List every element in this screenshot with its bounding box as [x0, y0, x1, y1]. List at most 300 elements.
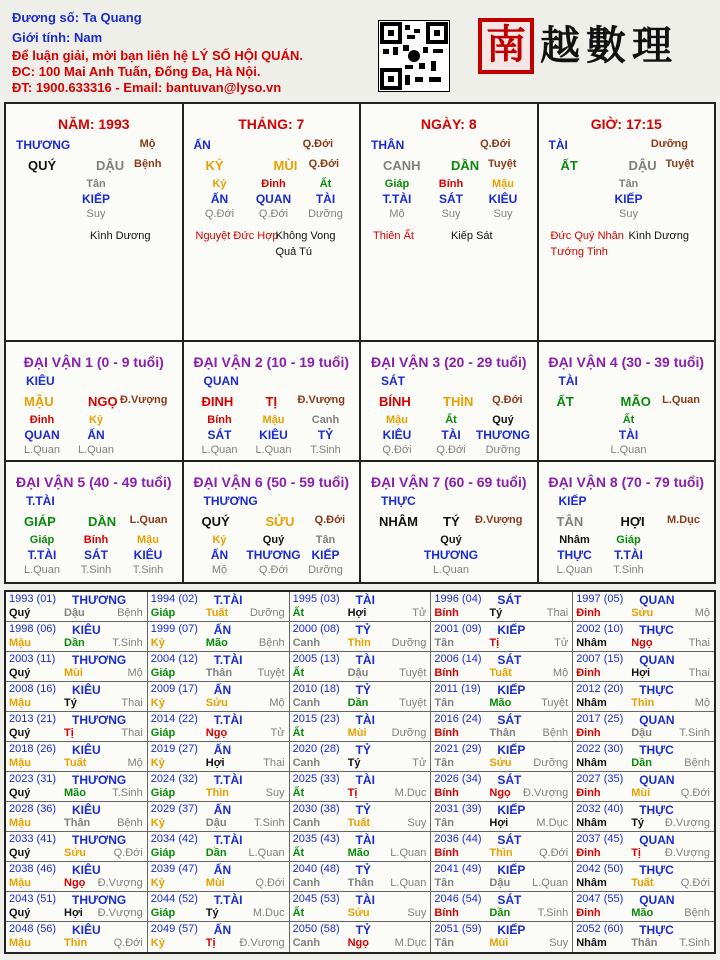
dai-van-row-1 — [6, 342, 714, 462]
dai-van-hidden-p1: Q.Đới — [382, 444, 412, 456]
year-label: 2050 (58) — [292, 923, 340, 935]
year-cell — [431, 832, 573, 862]
year-cell — [148, 652, 290, 682]
year-chi: Tý — [631, 817, 645, 829]
year-state: L.Quan — [248, 847, 285, 859]
year-label: 2044 (52) — [150, 893, 198, 905]
dai-van-state: L.Quan — [662, 394, 700, 406]
year-star: TỶ — [355, 623, 371, 637]
year-cell — [573, 772, 714, 802]
year-star: SÁT — [497, 713, 522, 727]
dai-van-hidden-p2: T.Sinh — [80, 564, 112, 576]
dai-van-chi: NGỌ — [88, 394, 118, 409]
dai-van-hidden-c2: Mậu — [262, 414, 285, 426]
year-cell — [573, 892, 714, 922]
year-cell — [6, 892, 148, 922]
dai-van-state: Đ.Vượng — [119, 394, 168, 406]
dai-van-hidden-c1: Giáp — [29, 534, 55, 546]
year-state: Dưỡng — [249, 607, 285, 619]
year-cell — [290, 682, 432, 712]
year-row — [6, 622, 714, 652]
dai-van-star: SÁT — [381, 374, 405, 388]
dai-van-can: QUÝ — [201, 514, 230, 529]
year-star: TÀI — [355, 893, 375, 907]
pillar-star: THÂN — [371, 138, 405, 152]
year-state: Q.Đới — [680, 877, 710, 889]
dai-van-hidden-s3: TỶ — [317, 428, 334, 442]
dai-van-hidden-p2: L.Quan — [610, 444, 647, 456]
year-state: T.Sinh — [679, 727, 710, 739]
year-chi: Thìn — [205, 787, 230, 799]
year-can: Tân — [434, 817, 454, 829]
pillar-hidden-p3: Dưỡng — [308, 208, 343, 220]
dai-van-chi: MÃO — [620, 394, 651, 409]
year-cell — [148, 892, 290, 922]
year-label: 2012 (20) — [576, 683, 624, 695]
year-label: 1995 (03) — [292, 593, 340, 605]
year-state: Dưỡng — [391, 727, 427, 739]
year-label: 2028 (36) — [9, 803, 57, 815]
dai-van-title: ĐẠI VẬN 2 (10 - 19 tuổi) — [193, 354, 350, 370]
year-star: THƯƠNG — [72, 833, 127, 847]
dai-van-8 — [539, 462, 715, 582]
year-can: Mậu — [9, 637, 31, 649]
dai-van-hidden-p2: Q.Đới — [258, 564, 289, 576]
year-star: QUAN — [639, 833, 675, 847]
year-label: 2008 (16) — [9, 683, 57, 695]
pillar-hidden-p1: Mộ — [389, 208, 405, 220]
dai-van-hidden-c3: Tân — [315, 534, 336, 546]
year-label: 2039 (47) — [150, 863, 198, 875]
year-state: M.Dục — [394, 937, 427, 949]
pillar-can: ẤT — [560, 158, 578, 173]
year-cell — [148, 742, 290, 772]
year-state: Thai — [688, 637, 710, 649]
year-label: 2007 (15) — [576, 653, 624, 665]
year-can: Ất — [292, 727, 305, 739]
year-state: Thai — [121, 697, 143, 709]
year-chi: Mùi — [64, 667, 83, 679]
year-chi: Thìn — [489, 847, 513, 859]
year-star: THƯƠNG — [72, 773, 127, 787]
year-state: Tử — [412, 607, 427, 619]
year-cell — [573, 922, 714, 952]
year-chi: Tuất — [631, 877, 654, 889]
year-state: Bệnh — [117, 817, 143, 829]
dai-van-hidden-s2: THƯƠNG — [246, 548, 301, 562]
dai-van-star: KIÊU — [26, 374, 55, 388]
year-cell — [148, 922, 290, 952]
pillar-star: ẤN — [193, 138, 211, 152]
year-chi: Tị — [489, 637, 500, 649]
year-state: Q.Đới — [538, 847, 569, 859]
than-sat-1: Thiên Ất — [373, 230, 414, 242]
dai-van-can: BÍNH — [379, 394, 411, 409]
year-chi: Ngọ — [205, 727, 228, 739]
year-label: 2052 (60) — [576, 923, 624, 935]
pillar-hidden-p2: Suy — [619, 208, 638, 220]
year-chi: Thân — [631, 937, 658, 949]
year-chi: Tuất — [205, 607, 229, 619]
dai-van-hidden-s2: ẤN — [87, 428, 105, 442]
dai-van-7 — [361, 462, 539, 582]
year-can: Canh — [292, 757, 321, 769]
qr-code[interactable] — [378, 20, 450, 92]
pillar-3 — [539, 104, 715, 342]
year-star: QUAN — [639, 593, 675, 607]
dai-van-hidden-p1: L.Quan — [556, 564, 593, 576]
dai-van-title: ĐẠI VẬN 3 (20 - 29 tuổi) — [370, 354, 527, 370]
dai-van-hidden-s1: T.TÀI — [27, 548, 57, 562]
year-chi: Dần — [347, 697, 369, 709]
chart-grid — [4, 102, 716, 584]
year-chi: Sửu — [631, 607, 654, 619]
year-can: Kỷ — [150, 757, 165, 769]
year-can: Mậu — [9, 697, 31, 709]
year-chi: Thân — [489, 727, 516, 739]
dai-van-chi: TỊ — [265, 394, 278, 409]
contact-line-2: ĐC: 100 Mai Anh Tuấn, Đống Đa, Hà Nội. — [12, 64, 261, 79]
year-label: 2037 (45) — [576, 833, 624, 845]
dai-van-hidden-p3: Dưỡng — [308, 564, 343, 576]
year-can: Kỷ — [150, 817, 165, 829]
year-chi: Dậu — [631, 727, 652, 739]
year-row — [6, 712, 714, 742]
year-label: 2049 (57) — [150, 923, 198, 935]
dai-van-hidden-c2: Giáp — [616, 534, 641, 546]
dai-van-hidden-c3: Quý — [492, 414, 514, 426]
year-star: ẤN — [213, 803, 232, 817]
year-label: 2018 (26) — [9, 743, 57, 755]
year-can: Tân — [434, 757, 454, 769]
year-state: T.Sinh — [537, 907, 569, 919]
year-state: Q.Đới — [113, 847, 143, 859]
pillar-can: QUÝ — [28, 158, 57, 173]
year-can: Ất — [292, 607, 305, 619]
year-cell — [290, 832, 432, 862]
dai-van-2 — [184, 342, 362, 462]
year-label: 1993 (01) — [9, 593, 57, 605]
year-star: QUAN — [639, 713, 675, 727]
year-row — [6, 742, 714, 772]
year-cell — [431, 862, 573, 892]
year-star: TÀI — [355, 713, 375, 727]
year-cell — [290, 772, 432, 802]
year-row — [6, 592, 714, 622]
dai-van-hidden-s3: KIẾP — [311, 548, 340, 562]
dai-van-hidden-p1: L.Quan — [23, 564, 61, 576]
year-can: Bính — [434, 667, 459, 679]
year-label: 2048 (56) — [9, 923, 57, 935]
contact-line-3: ĐT: 1900.633316 - Email: bantuvan@lyso.vn — [12, 80, 282, 95]
year-star: ẤN — [213, 863, 232, 877]
year-chi: Sửu — [64, 847, 87, 859]
year-state: Thai — [263, 757, 285, 769]
year-label: 2010 (18) — [292, 683, 340, 695]
year-state: T.Sinh — [112, 637, 143, 649]
year-label: 2027 (35) — [576, 773, 624, 785]
year-cell — [148, 832, 290, 862]
year-cell — [290, 712, 432, 742]
year-state: L.Quan — [390, 877, 427, 889]
year-label: 2000 (08) — [292, 623, 340, 635]
pillar-1 — [184, 104, 362, 342]
year-label: 2002 (10) — [576, 623, 624, 635]
year-star: TÀI — [355, 593, 375, 607]
year-cell — [290, 802, 432, 832]
pillar-hidden-s3: TÀI — [315, 192, 336, 206]
dai-van-star: THỰC — [381, 494, 416, 508]
year-star: TÀI — [355, 653, 375, 667]
year-label: 2006 (14) — [434, 653, 482, 665]
year-state: Mộ — [127, 667, 143, 679]
year-state: Suy — [265, 787, 285, 799]
year-star: SÁT — [497, 833, 522, 847]
year-star: T.TÀI — [213, 893, 243, 907]
pillar-hidden-c3: Ất — [319, 178, 332, 190]
dai-van-chi: TÝ — [443, 514, 460, 529]
year-state: Đ.Vượng — [97, 877, 143, 889]
pillar-hidden-s3: KIÊU — [488, 192, 518, 206]
than-sat-2: Kiếp Sát — [451, 230, 493, 242]
year-label: 2005 (13) — [292, 653, 340, 665]
dai-van-hidden-p2: L.Quan — [255, 444, 292, 456]
year-label: 2024 (32) — [150, 773, 198, 785]
year-chi: Tị — [64, 727, 74, 739]
year-chi: Tý — [205, 907, 219, 919]
duong-so: Đương số: Ta Quang — [12, 10, 142, 25]
year-label: 2034 (42) — [150, 833, 198, 845]
year-table — [4, 590, 716, 954]
year-can: Đinh — [576, 727, 601, 739]
year-chi: Tị — [347, 787, 358, 799]
year-chi: Mão — [205, 637, 228, 649]
year-star: THỰC — [639, 863, 674, 877]
year-can: Đinh — [576, 607, 601, 619]
year-state: Q.Đới — [255, 877, 285, 889]
year-chi: Mùi — [205, 877, 225, 889]
pillar-can: CANH — [383, 158, 421, 173]
year-can: Quý — [9, 727, 31, 739]
year-cell — [290, 862, 432, 892]
year-label: 2038 (46) — [9, 863, 57, 875]
year-star: THƯƠNG — [72, 713, 127, 727]
year-cell — [6, 862, 148, 892]
pillar-chi-state: Tuyệt — [487, 158, 517, 170]
year-star: KIÊU — [72, 923, 101, 937]
year-can: Đinh — [576, 847, 601, 859]
year-state: Q.Đới — [113, 937, 143, 949]
dai-van-hidden-c2: Ất — [622, 414, 635, 426]
year-chi: Tuất — [489, 667, 512, 679]
year-cell — [431, 622, 573, 652]
pillar-star: TÀI — [548, 138, 568, 152]
year-label: 2043 (51) — [9, 893, 57, 905]
year-can: Canh — [292, 877, 321, 889]
year-can: Canh — [292, 637, 321, 649]
year-label: 1997 (05) — [576, 593, 624, 605]
year-chi: Tý — [347, 757, 361, 769]
dai-van-hidden-s2: TÀI — [618, 428, 639, 442]
dai-van-hidden-c1: Nhâm — [559, 534, 590, 546]
year-state: Tử — [554, 637, 569, 649]
year-cell — [431, 892, 573, 922]
logo-text: 越數理 — [540, 22, 678, 69]
dai-van-hidden-s1: QUAN — [24, 428, 60, 442]
year-label: 2040 (48) — [292, 863, 340, 875]
year-chi: Tị — [205, 937, 216, 949]
year-state: Đ.Vượng — [664, 847, 710, 859]
year-chi: Thìn — [631, 697, 655, 709]
year-state: L.Quan — [390, 847, 427, 859]
dai-van-hidden-p1: L.Quan — [23, 444, 61, 456]
year-row — [6, 682, 714, 712]
year-can: Bính — [434, 907, 459, 919]
dai-van-title: ĐẠI VẬN 5 (40 - 49 tuổi) — [15, 474, 172, 490]
year-chi: Tuất — [64, 757, 87, 769]
pillar-hidden-p2: Suy — [86, 208, 106, 220]
year-chi: Dậu — [347, 667, 369, 679]
year-row — [6, 802, 714, 832]
pillar-hidden-p1: Q.Đới — [204, 208, 235, 220]
year-chi: Mùi — [631, 787, 651, 799]
year-state: Bệnh — [684, 907, 710, 919]
year-can: Quý — [9, 607, 31, 619]
dai-van-hidden-p2: Q.Đới — [436, 444, 466, 456]
dai-van-title: ĐẠI VẬN 1 (0 - 9 tuổi) — [23, 354, 164, 370]
year-state: Dưỡng — [533, 757, 569, 769]
dai-van-can: ẤT — [556, 394, 574, 409]
dai-van-star: QUAN — [203, 374, 239, 388]
year-state: Mộ — [694, 607, 710, 619]
year-label: 2047 (55) — [576, 893, 624, 905]
year-can: Tân — [434, 697, 454, 709]
year-cell — [573, 832, 714, 862]
dai-van-can: GIÁP — [24, 514, 56, 529]
dai-van-hidden-c3: Canh — [311, 414, 340, 426]
pillar-0 — [6, 104, 184, 342]
year-label: 2029 (37) — [150, 803, 198, 815]
year-can: Bính — [434, 727, 459, 739]
year-cell — [6, 682, 148, 712]
year-star: ẤN — [213, 623, 232, 637]
dai-van-4 — [539, 342, 715, 462]
year-chi: Sửu — [489, 757, 512, 769]
dai-van-5 — [6, 462, 184, 582]
year-can: Giáp — [150, 607, 176, 619]
year-cell — [6, 622, 148, 652]
year-star: TỶ — [355, 923, 371, 937]
pillar-row — [6, 104, 714, 342]
dai-van-star: T.TÀI — [26, 494, 55, 508]
year-can: Mậu — [9, 937, 31, 949]
year-star: T.TÀI — [213, 833, 243, 847]
year-chi: Mão — [64, 787, 86, 799]
year-label: 2004 (12) — [150, 653, 198, 665]
year-chi: Dậu — [64, 607, 85, 619]
year-state: Tuyệt — [257, 667, 285, 679]
year-star: KIÊU — [72, 683, 101, 697]
dai-van-row-2 — [6, 462, 714, 582]
year-star: T.TÀI — [213, 653, 243, 667]
year-label: 2031 (39) — [434, 803, 482, 815]
year-state: Suy — [407, 817, 427, 829]
year-can: Kỷ — [150, 697, 165, 709]
pillar-hidden-s2: SÁT — [439, 192, 463, 206]
year-chi: Ngọ — [489, 787, 511, 799]
pillar-chi: DẦN — [451, 158, 480, 173]
pillar-chi-state: Q.Đới — [308, 158, 339, 170]
year-cell — [431, 772, 573, 802]
year-star: SÁT — [497, 653, 522, 667]
dai-van-chi: THÌN — [443, 394, 474, 409]
pillar-chi: DẬU — [96, 158, 125, 173]
year-star: TỶ — [355, 743, 371, 757]
year-row — [6, 922, 714, 952]
dai-van-hidden-c2: Quý — [262, 534, 285, 546]
year-star: KIÊU — [72, 623, 101, 637]
year-cell — [573, 592, 714, 622]
year-star: KIẾP — [497, 803, 526, 817]
year-can: Tân — [434, 637, 454, 649]
year-cell — [290, 592, 432, 622]
year-star: KIẾP — [497, 683, 526, 697]
than-sat-2: Không Vong — [275, 230, 336, 242]
year-state: L.Quan — [532, 877, 569, 889]
year-chi: Tuất — [347, 817, 370, 829]
year-can: Quý — [9, 787, 31, 799]
year-chi: Mão — [347, 847, 370, 859]
than-sat-1: Nguyệt Đức Hợp — [195, 230, 279, 242]
year-can: Kỷ — [150, 937, 165, 949]
year-cell — [6, 772, 148, 802]
year-state: T.Sinh — [112, 787, 143, 799]
year-chi: Hợi — [64, 907, 83, 919]
year-can: Mậu — [9, 757, 31, 769]
year-can: Đinh — [576, 667, 601, 679]
year-cell — [573, 862, 714, 892]
year-cell — [573, 712, 714, 742]
dai-van-hidden-s2: KIÊU — [259, 428, 288, 442]
year-label: 1994 (02) — [150, 593, 198, 605]
year-label: 2020 (28) — [292, 743, 340, 755]
year-cell — [431, 712, 573, 742]
dai-van-hidden-c1: Bính — [207, 414, 232, 426]
year-cell — [148, 682, 290, 712]
year-state: Tử — [270, 727, 285, 739]
year-cell — [148, 592, 290, 622]
year-cell — [148, 772, 290, 802]
year-chi: Dần — [631, 757, 652, 769]
year-state: Bệnh — [117, 607, 143, 619]
year-star: ẤN — [213, 923, 232, 937]
pillar-hidden-c2: Tân — [618, 178, 639, 190]
year-state: Mộ — [694, 697, 710, 709]
dai-van-hidden-p3: Dưỡng — [485, 444, 521, 456]
year-state: Bệnh — [542, 727, 569, 739]
pillar-hidden-s2: KIẾP — [81, 192, 111, 206]
gioi-tinh: Giới tính: Nam — [12, 30, 103, 45]
year-state: T.Sinh — [254, 817, 285, 829]
dai-van-hidden-c2: Ất — [445, 414, 457, 426]
pillar-hidden-s1: T.TÀI — [382, 192, 412, 206]
year-label: 2041 (49) — [434, 863, 482, 875]
pillar-star-state: Q.Đới — [302, 138, 333, 150]
year-cell — [6, 832, 148, 862]
year-cell — [148, 712, 290, 742]
year-state: Mộ — [127, 757, 143, 769]
pillar-star-state: Dưỡng — [650, 138, 688, 150]
